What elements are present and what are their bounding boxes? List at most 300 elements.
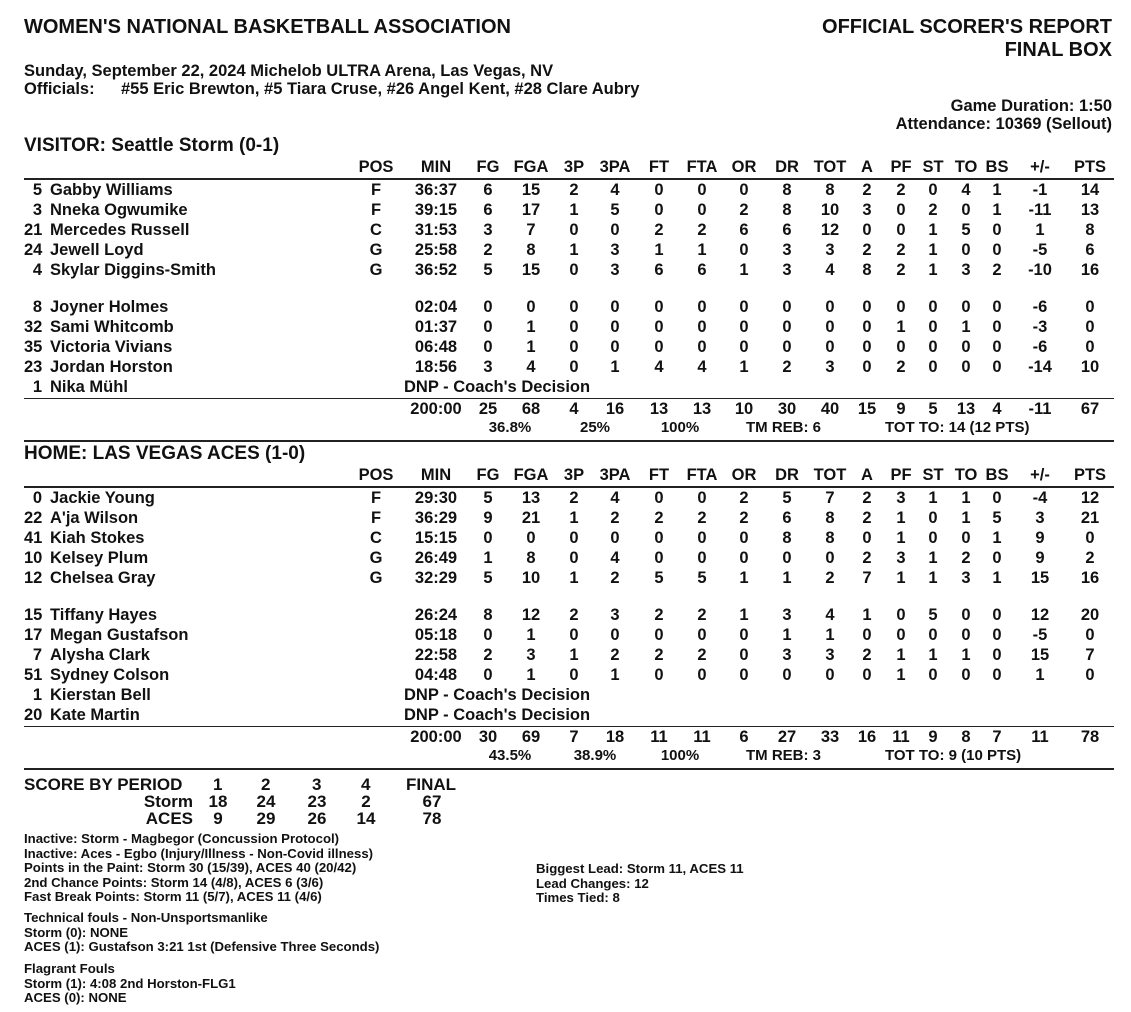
column-header-pos: POS: [358, 158, 394, 176]
stat-cell: 0: [610, 298, 620, 316]
stat-cell: -5: [1032, 626, 1048, 644]
stat-cell: 10: [521, 569, 541, 587]
jersey-number: 1: [32, 686, 42, 704]
final-score: 78: [422, 809, 442, 828]
stat-cell: 0: [483, 338, 493, 356]
stat-cell: 4: [610, 181, 620, 199]
stat-cell: 3: [896, 549, 906, 567]
player-name: Megan Gustafson: [50, 626, 189, 644]
stat-cell: 0: [992, 626, 1002, 644]
stat-cell: 5: [992, 509, 1002, 527]
stat-cell: 3: [961, 569, 971, 587]
stat-cell: 0: [610, 626, 620, 644]
jersey-number: 15: [24, 606, 43, 624]
player-name: Chelsea Gray: [50, 569, 156, 587]
column-header-fta: FTA: [686, 158, 718, 176]
3p-pct: 25%: [579, 419, 611, 436]
stat-cell: 2: [654, 221, 664, 239]
stat-cell: 0: [862, 626, 872, 644]
stat-cell: 1: [1035, 666, 1045, 684]
player-name: A'ja Wilson: [50, 509, 139, 527]
total-cell: 25: [478, 400, 498, 418]
player-name: Jewell Loyd: [50, 241, 144, 259]
stat-cell: 0: [961, 666, 971, 684]
stat-cell: 4: [825, 606, 835, 624]
stat-cell: 2: [862, 489, 872, 507]
player-row: [24, 220, 1114, 240]
stat-cell: 0: [928, 626, 938, 644]
stat-cell: 1: [1035, 221, 1045, 239]
stat-cell: 13: [521, 489, 541, 507]
stat-cell: 5: [782, 489, 792, 507]
note-line: Times Tied: 8: [536, 890, 620, 905]
stat-cell: 5: [610, 201, 620, 219]
column-header-fg: FG: [476, 466, 500, 484]
dnp-row: [24, 705, 1114, 725]
stat-cell: 5: [483, 261, 493, 279]
stat-cell: 0: [610, 529, 620, 547]
stat-cell: 0: [610, 338, 620, 356]
stat-cell: 0: [739, 181, 749, 199]
total-cell: 68: [521, 400, 541, 418]
stat-cell: 0: [961, 298, 971, 316]
jersey-number: 35: [24, 338, 43, 356]
stat-cell: 0: [928, 358, 938, 376]
total-cell: 9: [896, 400, 906, 418]
column-header-fga: FGA: [513, 158, 549, 176]
stat-cell: 0: [782, 298, 792, 316]
stat-cell: 04:48: [414, 666, 458, 684]
stat-cell: 05:18: [414, 626, 458, 644]
stat-cell: 3: [782, 241, 792, 259]
stat-cell: 1: [961, 489, 971, 507]
stat-cell: 1: [569, 569, 579, 587]
stat-cell: 0: [961, 358, 971, 376]
player-name: Joyner Holmes: [50, 298, 169, 316]
stat-cell: 0: [697, 529, 707, 547]
stat-cell: 2: [896, 181, 906, 199]
stat-cell: 0: [862, 666, 872, 684]
stat-cell: 0: [654, 181, 664, 199]
jersey-number: 4: [32, 261, 42, 279]
stat-cell: 1: [739, 606, 749, 624]
period-score: 9: [213, 809, 223, 828]
column-header-a: A: [861, 158, 873, 176]
stat-cell: 7: [526, 221, 536, 239]
column-header-st: ST: [922, 466, 944, 484]
note-line: Flagrant Fouls: [24, 961, 115, 976]
team-name: Storm: [143, 792, 193, 811]
stat-cell: 13: [1080, 201, 1100, 219]
stat-cell: F: [370, 489, 382, 507]
stat-cell: 0: [961, 606, 971, 624]
attendance: Attendance: 10369 (Sellout): [895, 115, 1112, 133]
stat-cell: 0: [569, 529, 579, 547]
stat-cell: 3: [526, 646, 536, 664]
jersey-number: 51: [24, 666, 43, 684]
column-header-row: [24, 465, 1114, 485]
stat-cell: 2: [862, 241, 872, 259]
total-cell: 11: [892, 728, 910, 746]
stat-cell: 0: [896, 201, 906, 219]
column-header-to: TO: [954, 466, 978, 484]
stat-cell: F: [370, 181, 382, 199]
home-title: HOME: LAS VEGAS ACES (1-0): [24, 443, 306, 464]
stat-cell: 0: [992, 298, 1002, 316]
player-name: Sami Whitcomb: [50, 318, 174, 336]
stat-cell: 0: [992, 221, 1002, 239]
stat-cell: 0: [739, 241, 749, 259]
game-duration: Game Duration: 1:50: [950, 97, 1112, 115]
stat-cell: 0: [739, 626, 749, 644]
stat-cell: 21: [1080, 509, 1100, 527]
stat-cell: C: [370, 529, 382, 547]
stat-cell: 0: [961, 338, 971, 356]
stat-cell: 2: [697, 221, 707, 239]
score-by-period-label: SCORE BY PERIOD: [24, 775, 183, 794]
note-line: Inactive: Storm - Magbegor (Concussion Protocol): [24, 831, 340, 846]
ft-pct: 100%: [660, 419, 700, 436]
stat-cell: -6: [1032, 338, 1048, 356]
column-header-min: MIN: [420, 466, 452, 484]
total-cell: 6: [739, 728, 749, 746]
team-percentages-row: [24, 746, 1114, 766]
total-cell: 8: [961, 728, 971, 746]
stat-cell: G: [369, 241, 383, 259]
stat-cell: 0: [739, 529, 749, 547]
player-row: [24, 180, 1114, 200]
stat-cell: 3: [610, 261, 620, 279]
stat-cell: 31:53: [414, 221, 458, 239]
stat-cell: 36:29: [414, 509, 458, 527]
report-subtitle: FINAL BOX: [1004, 39, 1112, 61]
column-header-fga: FGA: [513, 466, 549, 484]
column-header-a: A: [861, 466, 873, 484]
stat-cell: 0: [697, 298, 707, 316]
stat-cell: 1: [739, 261, 749, 279]
stat-cell: 10: [820, 201, 840, 219]
total-cell: 69: [521, 728, 541, 746]
total-cell: 11: [693, 728, 711, 746]
stat-cell: 2: [697, 646, 707, 664]
stat-cell: 0: [896, 626, 906, 644]
stat-cell: F: [370, 509, 382, 527]
total-cell: 200:00: [410, 728, 462, 746]
column-header-3pa: 3PA: [599, 158, 631, 176]
stat-cell: 0: [654, 338, 664, 356]
stat-cell: 21: [521, 509, 541, 527]
3p-pct: 38.9%: [573, 747, 617, 764]
team-rebounds: TM REB: 6: [746, 419, 821, 436]
stat-cell: -11: [1028, 201, 1052, 219]
stat-cell: 12: [1030, 606, 1050, 624]
player-row: [24, 260, 1114, 280]
stat-cell: 2: [569, 606, 579, 624]
stat-cell: 0: [654, 626, 664, 644]
stat-cell: 1: [928, 489, 938, 507]
player-name: Sydney Colson: [50, 666, 170, 684]
stat-cell: 1: [739, 358, 749, 376]
stat-cell: 36:37: [414, 181, 458, 199]
player-row: [24, 605, 1114, 625]
stat-cell: 2: [862, 549, 872, 567]
stat-cell: 1: [928, 569, 938, 587]
stat-cell: 4: [961, 181, 971, 199]
stat-cell: 5: [697, 569, 707, 587]
player-name: Alysha Clark: [50, 646, 150, 664]
stat-cell: 1: [654, 241, 664, 259]
total-cell: 40: [820, 400, 840, 418]
stat-cell: 01:37: [414, 318, 458, 336]
period-header: 4: [361, 775, 371, 794]
stat-cell: 1: [569, 241, 579, 259]
stat-cell: 8: [526, 549, 536, 567]
fg-pct: 36.8%: [488, 419, 532, 436]
column-header-pts: PTS: [1073, 466, 1107, 484]
stat-cell: 3: [483, 221, 493, 239]
column-header-pts: PTS: [1073, 158, 1107, 176]
note-line: Lead Changes: 12: [536, 875, 649, 891]
stat-cell: 0: [825, 666, 835, 684]
officials: #55 Eric Brewton, #5 Tiara Cruse, #26 Angel Kent, #28 Clare Aubry: [121, 80, 640, 98]
visitor-title: VISITOR: Seattle Storm (0-1): [24, 135, 280, 156]
jersey-number: 3: [32, 201, 42, 219]
total-cell: 13: [649, 400, 669, 418]
period-header: 3: [312, 775, 322, 794]
stat-cell: 0: [569, 666, 579, 684]
stat-cell: 8: [862, 261, 872, 279]
dnp-reason: DNP - Coach's Decision: [404, 686, 591, 704]
stat-cell: 0: [569, 221, 579, 239]
stat-cell: 0: [928, 338, 938, 356]
stat-cell: -6: [1032, 298, 1048, 316]
stat-cell: 0: [483, 666, 493, 684]
dnp-reason: DNP - Coach's Decision: [404, 378, 591, 396]
final-score: 67: [422, 792, 442, 811]
stat-cell: -10: [1028, 261, 1052, 279]
stat-cell: 0: [1085, 318, 1095, 336]
stat-cell: 0: [697, 549, 707, 567]
stat-cell: 0: [825, 338, 835, 356]
stat-cell: 0: [862, 529, 872, 547]
stat-cell: 0: [992, 549, 1002, 567]
stat-cell: 8: [825, 509, 835, 527]
jersey-number: 17: [24, 626, 43, 644]
note-line: Technical fouls - Non-Unsportsmanlike: [24, 910, 268, 925]
stat-cell: 1: [992, 201, 1002, 219]
stat-cell: 0: [1085, 298, 1095, 316]
column-header-pf: PF: [890, 158, 912, 176]
team-totals-row: [24, 727, 1114, 747]
jersey-number: 23: [24, 358, 43, 376]
note-line: Storm (1): 4:08 2nd Horston-FLG1: [24, 975, 236, 991]
stat-cell: 5: [483, 569, 493, 587]
player-name: Kierstan Bell: [50, 686, 151, 704]
stat-cell: -1: [1032, 181, 1048, 199]
stat-cell: 1: [526, 338, 536, 356]
stat-cell: 2: [610, 569, 620, 587]
dnp-row: [24, 377, 1114, 397]
stat-cell: 6: [483, 181, 493, 199]
stat-cell: 0: [896, 338, 906, 356]
column-header-st: ST: [922, 158, 944, 176]
stat-cell: 3: [825, 241, 835, 259]
stat-cell: G: [369, 549, 383, 567]
total-cell: 200:00: [410, 400, 462, 418]
stat-cell: 0: [654, 318, 664, 336]
team-name: ACES: [145, 809, 193, 828]
stat-cell: 0: [928, 181, 938, 199]
stat-cell: 0: [961, 626, 971, 644]
stat-cell: 1: [782, 569, 792, 587]
stat-cell: 39:15: [414, 201, 458, 219]
stat-cell: -4: [1032, 489, 1048, 507]
stat-cell: 3: [782, 261, 792, 279]
stat-cell: 3: [1035, 509, 1045, 527]
team-rebounds: TM REB: 3: [746, 747, 821, 764]
stat-cell: 0: [654, 529, 664, 547]
stat-cell: 2: [862, 181, 872, 199]
stat-cell: 0: [739, 298, 749, 316]
stat-cell: 2: [569, 489, 579, 507]
stat-cell: 2: [569, 181, 579, 199]
stat-cell: 1: [928, 261, 938, 279]
team-percentages-row: [24, 418, 1114, 438]
stat-cell: 0: [928, 318, 938, 336]
player-name: Jordan Horston: [50, 358, 173, 376]
stat-cell: 3: [610, 606, 620, 624]
total-turnovers: TOT TO: 14 (12 PTS): [885, 419, 1030, 436]
stat-cell: 6: [782, 509, 792, 527]
total-cell: 27: [777, 728, 797, 746]
column-header-tot: TOT: [813, 158, 847, 176]
period-score: 14: [356, 809, 376, 828]
stat-cell: 7: [825, 489, 835, 507]
stat-cell: 0: [896, 298, 906, 316]
stat-cell: 10: [1080, 358, 1100, 376]
stat-cell: 2: [483, 646, 493, 664]
stat-cell: 2: [654, 606, 664, 624]
stat-cell: 26:49: [414, 549, 458, 567]
stat-cell: 8: [483, 606, 493, 624]
total-cell: 67: [1080, 400, 1100, 418]
column-header-3pa: 3PA: [599, 466, 631, 484]
column-header-pos: POS: [358, 466, 394, 484]
stat-cell: 8: [782, 529, 792, 547]
column-header-row: [24, 157, 1114, 177]
stat-cell: 0: [782, 549, 792, 567]
stat-cell: 15: [1030, 569, 1050, 587]
jersey-number: 0: [32, 489, 42, 507]
stat-cell: 0: [569, 261, 579, 279]
stat-cell: 15:15: [414, 529, 458, 547]
stat-cell: 3: [896, 489, 906, 507]
player-name: Mercedes Russell: [50, 221, 190, 239]
stat-cell: 0: [992, 666, 1002, 684]
column-header-tot: TOT: [813, 466, 847, 484]
period-score: 23: [307, 792, 327, 811]
note-line: Inactive: Aces - Egbo (Injury/Illness - Non-Covid illness): [24, 845, 374, 861]
stat-cell: 2: [896, 358, 906, 376]
stat-cell: 4: [610, 489, 620, 507]
officials-label: Officials:: [24, 80, 95, 98]
stat-cell: 4: [825, 261, 835, 279]
technical-fouls: [24, 911, 379, 955]
stat-cell: 29:30: [414, 489, 458, 507]
stat-cell: 26:24: [414, 606, 458, 624]
note-line: Fast Break Points: Storm 11 (5/7), ACES 11 (4/6): [24, 889, 322, 904]
stat-cell: 1: [825, 626, 835, 644]
player-name: Kiah Stokes: [50, 529, 145, 547]
stat-cell: 0: [697, 626, 707, 644]
stat-cell: 1: [928, 221, 938, 239]
column-header-or: OR: [731, 158, 757, 176]
stat-cell: 3: [825, 358, 835, 376]
stat-cell: 12: [521, 606, 541, 624]
stat-cell: 7: [1085, 646, 1095, 664]
stat-cell: 25:58: [414, 241, 458, 259]
column-header-3p: 3P: [563, 466, 585, 484]
column-header-dr: DR: [775, 466, 799, 484]
column-header-xxx: +/-: [1030, 466, 1050, 484]
stat-cell: 0: [569, 298, 579, 316]
stat-cell: 1: [896, 529, 906, 547]
stat-cell: 0: [654, 549, 664, 567]
stat-cell: 2: [654, 509, 664, 527]
stat-cell: 4: [526, 358, 536, 376]
column-header-pf: PF: [890, 466, 912, 484]
stat-cell: 2: [739, 201, 749, 219]
stat-cell: 0: [739, 318, 749, 336]
total-cell: 16: [605, 400, 625, 418]
stat-cell: 2: [610, 509, 620, 527]
stat-cell: 02:04: [414, 298, 458, 316]
player-row: [24, 317, 1114, 337]
stat-cell: F: [370, 201, 382, 219]
jersey-number: 32: [24, 318, 43, 336]
stat-cell: 1: [610, 358, 620, 376]
stat-cell: 1: [928, 241, 938, 259]
stat-cell: 4: [610, 549, 620, 567]
stat-cell: 0: [697, 338, 707, 356]
period-score: 2: [361, 792, 371, 811]
stat-cell: 1: [782, 626, 792, 644]
player-row: [24, 568, 1114, 588]
stat-cell: 1: [610, 666, 620, 684]
stat-cell: 1: [896, 646, 906, 664]
stat-cell: 0: [526, 298, 536, 316]
stat-cell: 8: [825, 529, 835, 547]
period-score: 29: [256, 809, 276, 828]
stat-cell: 1: [526, 626, 536, 644]
stat-cell: 0: [569, 338, 579, 356]
player-name: Kate Martin: [50, 706, 140, 724]
stat-cell: 8: [782, 181, 792, 199]
lead-notes: [536, 862, 744, 906]
stat-cell: 0: [928, 529, 938, 547]
stat-cell: 0: [896, 221, 906, 239]
stat-cell: 1: [569, 201, 579, 219]
date-venue: Sunday, September 22, 2024 Michelob ULTRA Arena, Las Vegas, NV: [24, 62, 554, 80]
player-name: Victoria Vivians: [50, 338, 173, 356]
jersey-number: 8: [32, 298, 42, 316]
stat-cell: 2: [992, 261, 1002, 279]
stat-cell: 2: [928, 201, 938, 219]
stat-cell: 1: [961, 646, 971, 664]
player-row: [24, 528, 1114, 548]
stat-cell: 0: [610, 318, 620, 336]
stat-cell: 2: [697, 509, 707, 527]
